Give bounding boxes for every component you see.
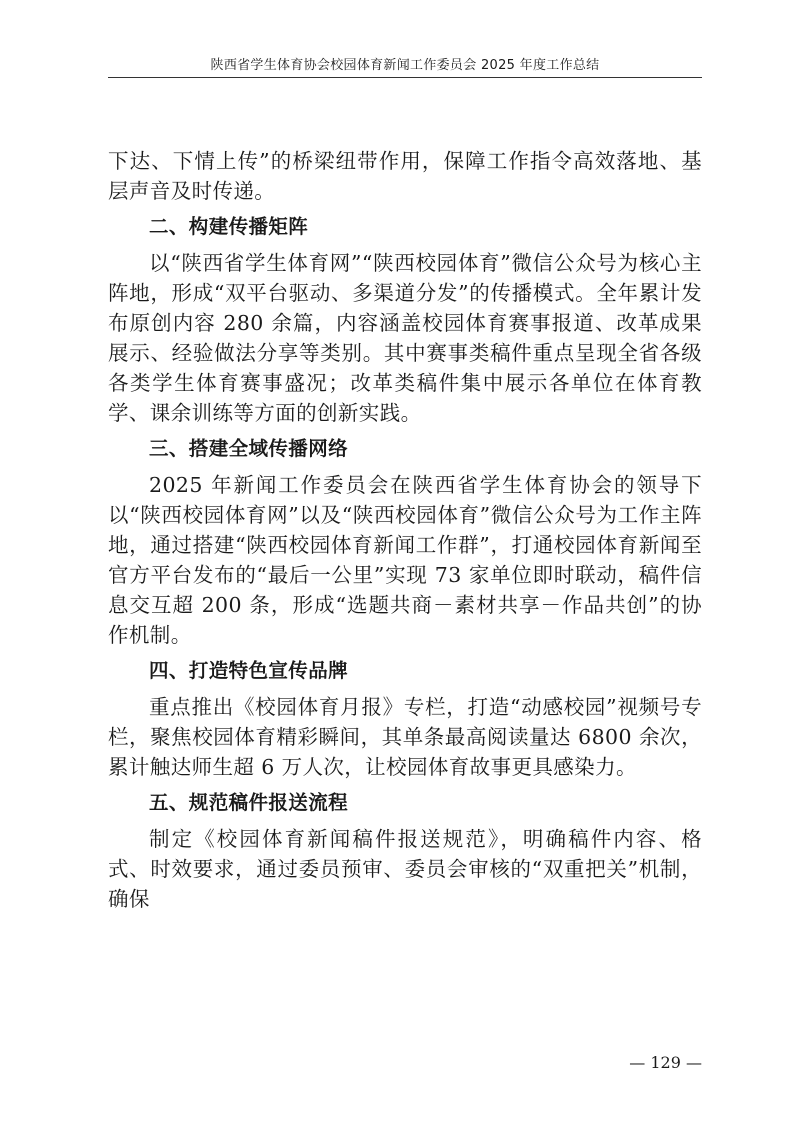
running-header: 陕西省学生体育协会校园体育新闻工作委员会 2025 年度工作总结	[210, 58, 600, 73]
paragraph-section-5: 制定《校园体育新闻稿件报送规范》，明确稿件内容、格式、时效要求，通过委员预审、委员会审核的“双重把关”机制，确保	[108, 827, 702, 911]
paragraph-section-4: 重点推出《校园体育月报》专栏，打造“动感校园”视频号专栏，聚焦校园体育精彩瞬间，其单条最高阅读量达 6800 余次，累计触达师生超 6 万人次，让校园体育故事更具感染力。	[108, 695, 702, 779]
section-heading-2: 二、构建传播矩阵	[149, 215, 309, 238]
header-rule	[108, 77, 702, 78]
section-heading-5: 五、规范稿件报送流程	[149, 791, 349, 814]
page-number: — 129 —	[629, 1053, 702, 1072]
paragraph-continuation: 下达、下情上传”的桥梁纽带作用，保障工作指令高效落地、基层声音及时传递。	[108, 149, 702, 203]
paragraph-section-3: 2025 年新闻工作委员会在陕西省学生体育协会的领导下以“陕西校园体育网”以及“陕西校园体育”微信公众号为工作主阵地，通过搭建“陕西校园体育新闻工作群”，打通校园体育新闻至官方平台发布的“最后一公里”实现 73 家单位即时联动，稿件信息交互超 200 条，形成“选题共商－素材共享－作品共创”的协作机制。	[108, 473, 702, 647]
section-heading-3: 三、搭建全域传播网络	[149, 437, 349, 460]
body-text	[108, 146, 702, 920]
paragraph-section-2: 以“陕西省学生体育网”“陕西校园体育”微信公众号为核心主阵地，形成“双平台驱动、多渠道分发”的传播模式。全年累计发布原创内容 280 余篇，内容涵盖校园体育赛事报道、改革成果展示、经验做法分享等类别。其中赛事类稿件重点呈现全省各级各类学生体育赛事盛况；改革类稿件集中展示各单位在体育教学、课余训练等方面的创新实践。	[108, 251, 702, 425]
section-heading-4: 四、打造特色宣传品牌	[149, 659, 349, 682]
